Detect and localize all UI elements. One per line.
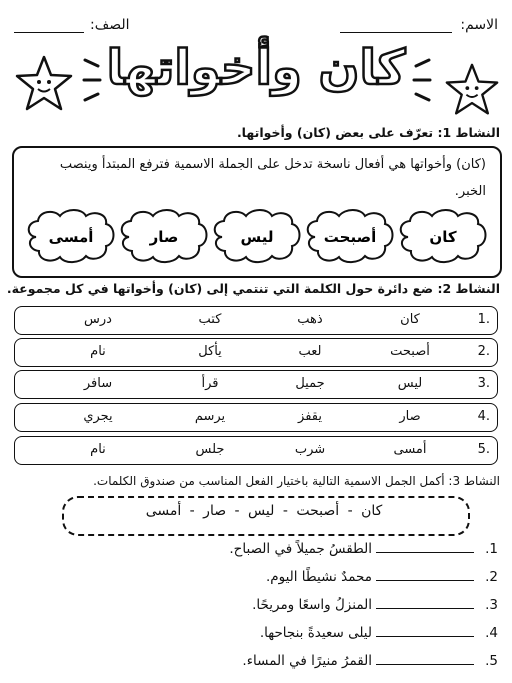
name-label: الاسم:: [460, 17, 498, 33]
word-option[interactable]: صار: [399, 409, 421, 424]
activity1-title: النشاط 1: تعرّف على بعض (كان) وأخواتها.: [236, 125, 500, 140]
sentence-text: القمرُ منيرًا في المساء.: [242, 653, 372, 669]
row-number: 3.: [477, 376, 490, 391]
answer-blank[interactable]: [376, 664, 474, 665]
cloud-label: أصبحت: [323, 228, 377, 246]
answer-blank[interactable]: [376, 580, 474, 581]
word-option[interactable]: يقفز: [298, 409, 322, 424]
cloud-laysa: [215, 210, 300, 262]
sentence-item: [242, 653, 498, 669]
sentence-item: [266, 569, 498, 585]
sentence-item: [252, 597, 498, 613]
answer-blank[interactable]: [376, 552, 474, 553]
definition-text: (كان) وأخواتها هي أفعال ناسخة تدخل على الجملة الاسمية فترفع المبتدأ وينصب الخبر.: [59, 157, 486, 199]
word-option[interactable]: ذهب: [297, 312, 323, 327]
word-option[interactable]: سافر: [83, 376, 113, 391]
cloud-sara: [122, 210, 207, 262]
sentence-item: [229, 541, 498, 557]
row-number: 5.: [477, 442, 490, 457]
class-label: الصف:: [90, 17, 130, 33]
word-option[interactable]: يرسم: [194, 409, 226, 424]
cloud-label: ليس: [240, 228, 274, 246]
clouds-row: [16, 203, 496, 265]
word-option[interactable]: لعب: [298, 344, 322, 359]
worksheet-title: كان وأخواتها: [106, 40, 406, 96]
word-option[interactable]: ليس: [397, 376, 423, 391]
word-option[interactable]: أصبحت: [390, 344, 430, 359]
word-option[interactable]: نام: [90, 344, 106, 359]
word-option[interactable]: أمسى: [393, 442, 427, 457]
cloud-label: أمسى: [48, 228, 94, 246]
word-option[interactable]: كان: [400, 312, 420, 327]
word-bank-text: كان - أصبحت - ليس - صار - أمسى: [145, 503, 383, 519]
word-option[interactable]: يجري: [83, 409, 113, 424]
name-field[interactable]: [340, 32, 452, 33]
sentence-item: [260, 625, 498, 641]
activity2-title: النشاط 2: ضع دائرة حول الكلمة التي تنتمي إلى (كان) وأخواتها في كل مجموعة.: [6, 281, 500, 296]
cloud-asbahat: [308, 210, 393, 262]
word-option[interactable]: شرب: [294, 442, 326, 457]
cloud-label: كان: [429, 228, 457, 246]
word-option[interactable]: يأكل: [198, 344, 222, 359]
answer-blank[interactable]: [376, 636, 474, 637]
word-option[interactable]: جلس: [195, 442, 225, 457]
answer-blank[interactable]: [376, 608, 474, 609]
word-option[interactable]: جميل: [295, 376, 325, 391]
class-field[interactable]: [14, 32, 84, 33]
cloud-label: صار: [149, 228, 179, 246]
sentence-text: الطقسُ جميلاً في الصباح.: [229, 541, 372, 557]
word-option[interactable]: كتب: [198, 312, 222, 327]
row-number: 2.: [477, 344, 490, 359]
sentence-number: 2.: [485, 569, 498, 585]
sentence-text: محمدٌ نشيطًا اليوم.: [265, 569, 372, 585]
sentence-number: 4.: [485, 625, 498, 641]
sentence-number: 1.: [485, 541, 498, 557]
word-option[interactable]: قرأ: [201, 376, 219, 391]
row-number: 1.: [477, 312, 490, 327]
cloud-amsa: [29, 210, 114, 262]
sentence-text: المنزلُ واسعًا ومريحًا.: [252, 597, 372, 613]
cloud-kan: [401, 210, 486, 262]
activity3-title: النشاط 3: أكمل الجمل الاسمية التالية باختيار الفعل المناسب من صندوق الكلمات.: [93, 474, 500, 488]
sentence-number: 5.: [485, 653, 498, 669]
word-option[interactable]: نام: [90, 442, 106, 457]
row-number: 4.: [477, 409, 490, 424]
word-option[interactable]: درس: [84, 312, 112, 327]
sentence-text: ليلى سعيدةً بنجاحها.: [259, 625, 372, 641]
sentence-number: 3.: [485, 597, 498, 613]
